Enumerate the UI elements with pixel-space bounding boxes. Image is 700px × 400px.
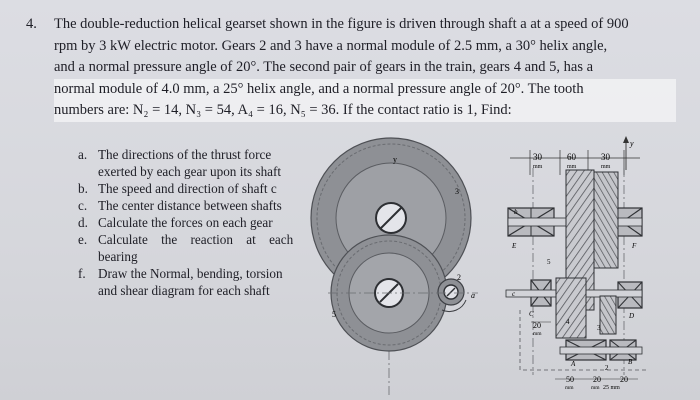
gear-4-section [556, 278, 586, 338]
label-c: c [512, 290, 516, 298]
label-B: B [628, 358, 633, 366]
subquestion-a: a. The directions of the thrust force exerted by each gear upon its shaft [78, 147, 282, 179]
svg-text:30: 30 [533, 152, 542, 162]
svg-text:25 mm: 25 mm [603, 385, 620, 391]
svg-text:20: 20 [593, 375, 601, 384]
svg-text:20: 20 [620, 375, 628, 384]
svg-text:mm: mm [533, 331, 542, 337]
problem-line-3: and a normal pressure angle of 20°. The second pair of gears in the train, gears 4 and 5, has a [54, 59, 594, 75]
svg-text:mm: mm [601, 164, 611, 170]
front-view [311, 138, 478, 395]
label-A: A [571, 360, 576, 368]
shaft-a [560, 347, 642, 354]
label-4: 4 [566, 318, 570, 326]
problem-line-4: normal module of 4.0 mm, a 25° helix angle, and a normal pressure angle of 20°. The tooth [54, 79, 676, 101]
side-view [506, 136, 648, 391]
label-3: 3 [597, 324, 601, 332]
front-label-a: a [471, 291, 475, 300]
svg-text:30: 30 [601, 152, 610, 162]
problem-number: 4. [26, 16, 37, 32]
svg-text:mm: mm [565, 385, 574, 391]
gear-2-section [600, 296, 616, 334]
front-label-5: 5 [332, 310, 336, 319]
side-label-y: y [630, 139, 634, 148]
problem-line-5: numbers are: N₂ = 14, N₃ = 54, A₄ = 16, N₅ = 36. If the contact ratio is 1, Find: [54, 100, 676, 122]
svg-text:mm: mm [567, 164, 577, 170]
label-b: b [514, 208, 518, 216]
label-F: F [632, 242, 637, 250]
subquestion-b: b. The speed and direction of shaft c [78, 181, 277, 196]
subquestion-c: c. The center distance between shafts [78, 198, 282, 213]
svg-text:mm: mm [533, 164, 543, 170]
subquestion-f: f. Draw the Normal, bending, torsion and shear diagram for each shaft [78, 266, 283, 298]
subquestion-d: d. Calculate the forces on each gear [78, 215, 273, 230]
gear-5-section [594, 172, 618, 268]
problem-line-2: rpm by 3 kW electric motor. Gears 2 and 3 have a normal module of 2.5 mm, a 30° helix angle, [54, 37, 608, 54]
subquestion-e: e. Calculate the reaction at each bearing [78, 232, 294, 264]
label-2: 2 [605, 364, 609, 372]
front-label-2: 2 [457, 273, 461, 282]
gear-2-front [438, 279, 464, 305]
front-label-y: y [393, 155, 397, 164]
problem-line-1: The double-reduction helical gearset shown in the figure is driven through shaft a at a speed of 900 [54, 16, 629, 32]
label-5: 5 [547, 258, 551, 266]
mid-dimension [531, 321, 551, 337]
bottom-dimension-chain [555, 375, 638, 391]
label-D: D [629, 312, 635, 320]
svg-text:mm: mm [591, 385, 600, 391]
svg-text:50: 50 [566, 375, 574, 384]
front-label-3: 3 [455, 187, 459, 196]
label-C: C [529, 310, 534, 318]
svg-text:20: 20 [533, 321, 541, 330]
label-E: E [512, 242, 517, 250]
svg-text:60: 60 [567, 152, 576, 162]
